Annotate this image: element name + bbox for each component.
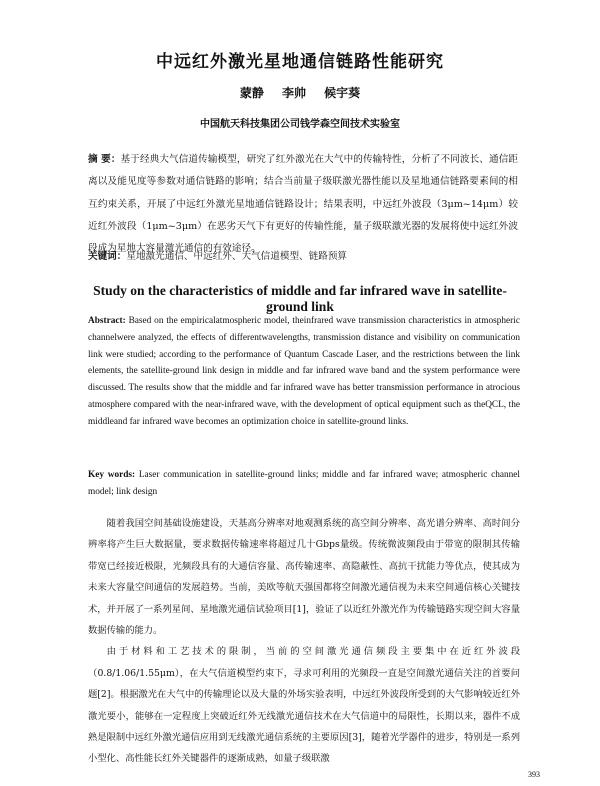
chinese-keywords-text: 星地激光通信、中远红外、大气信道模型、链路预算 [126,251,348,262]
chinese-title: 中远红外激光星地通信链路性能研究 [156,52,444,72]
page-number: 393 [528,770,540,779]
author-list: 蒙静 李帅 候宇葵 [239,86,361,100]
english-keywords-text: Laser communication in satellite-ground links; middle and far infrared wave; atmospheric channel model; link design [88,470,520,497]
english-title: Study on the characteristics of middle and far infrared wave in satellite-ground link [93,283,507,314]
body-paragraph-1: 随着我国空间基础设施建设，天基高分辨率对地观测系统的高空间分辨率、高光谱分辨率、高时间分辨率将产生巨大数据量，要求数据传输速率将超过几十Gbps量级。传统微波频段由于带宽的限制其传输带宽已经接近极限，光频段具有的大通信容量、高传输速率、高隐蔽性、高抗干扰能力等优点，使其成为未来大容量空间通信的发展趋势。当前，美欧等航天强国都将空间激光通信视为未来空间通信核心关键技术，并开展了一系列星间、星地激光通信试验项目[1]，验证了以近红外激光作为传输链路实现空间大容量数据传输的能力。 [88,518,520,637]
english-keywords-label: Key words: [88,470,136,480]
affiliation: 中国航天科技集团公司钱学森空间技术实验室 [200,119,400,130]
chinese-abstract [88,149,518,260]
body-paragraph-2: 由于材料和工艺技术的限制，当前的空间激光通信频段主要集中在近红外波段（0.8/1.06/1.55μm），在大气信道模型约束下，寻求可利用的光频段一直是空间激光通信关注的首要问题[2]。根据激光在大气中的传输理论以及大量的外场实验表明，中远红外波段所受到的大气影响较近红外激光要小，能够在一定程度上突破近红外无线激光通信技术在大气信道中的局限性，长期以来，器件不成熟是限制中远红外激光通信应用到无线激光通信系统的主要原因[3]，随着光学器件的进步，特别是一系列小型化、高性能长红外关键器件的逐渐成熟，如量子级联激 [88,646,520,765]
chinese-abstract-label: 摘 要： [88,154,121,165]
english-abstract-text: Based on the empiricalatmospheric model, theinfrared wave transmission characteristics in atmospheric channelwere analyzed, the effects of differentwavelengths, transmission distance and visibility on communication link were studied; according to the performance of Quantum Cascade Laser, and the restrictions between the link elements, the satellite-ground link design in middle and far infrared wave band and the system performance were discussed. The results show that the middle and far infrared wave has better transmission performance in atrocious atmosphere compared with the near-infrared wave, with the development of optical equipment such as theQCL, the middleand far infrared wave becomes an optimization choice in satellite-ground links. [88,316,520,427]
english-abstract [88,313,520,431]
english-abstract-label: Abstract: [88,316,126,326]
english-keywords [88,467,520,501]
chinese-keywords-label: 关键词： [88,251,127,262]
chinese-abstract-text: 基于经典大气信道传输模型，研究了红外激光在大气中的传输特性，分析了不同波长、通信距离以及能见度等参数对通信链路的影响；结合当前量子级联激光器性能以及星地通信链路要素间的相互约束关系，开展了中远红外激光星地通信链路设计；结果表明，中远红外波段（3μm~14μm）较近红外波段（1μm~3μm）在恶劣天气下有更好的传输性能，量子级联激光器的发展将使中远红外波段成为星地大容量激光通信的有效途径。 [88,154,519,255]
body-text [88,513,520,770]
chinese-keywords [88,250,518,264]
